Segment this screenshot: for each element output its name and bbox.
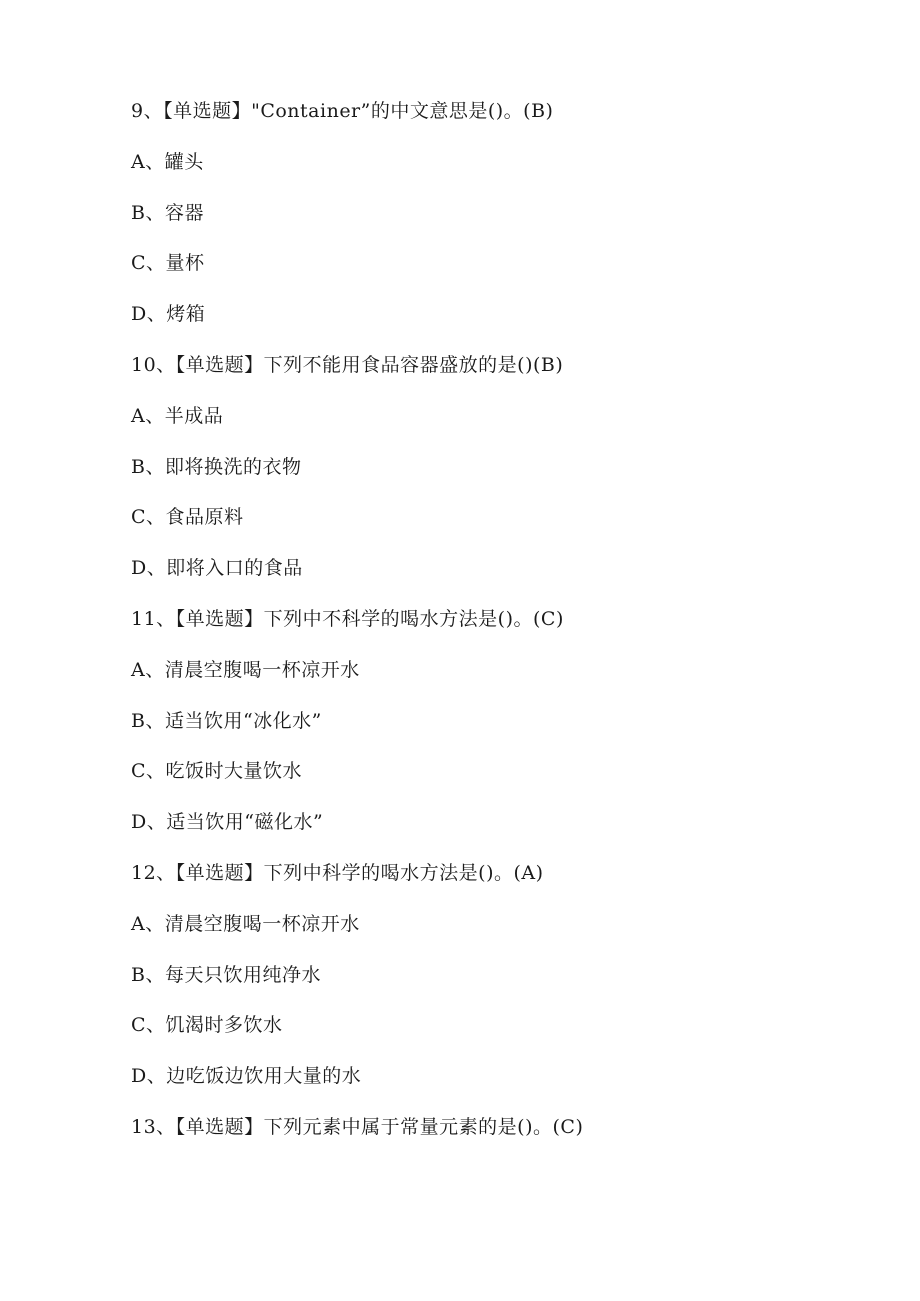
question-10-option-a: A、半成品 [131,404,224,427]
question-9: 9、【单选题】"Container”的中文意思是()。(B) [131,100,554,122]
question-12-option-a: A、清晨空腹喝一杯凉开水 [131,912,360,935]
question-12-option-b: B、每天只饮用纯净水 [131,963,321,986]
question-12: 12、【单选题】下列中科学的喝水方法是()。(A) [131,861,544,884]
question-10-option-b: B、即将换洗的衣物 [131,455,302,478]
question-9-option-b: B、容器 [131,201,204,224]
question-12-option-d: D、边吃饭边饮用大量的水 [131,1065,362,1088]
question-10: 10、【单选题】下列不能用食品容器盛放的是()(B) [131,353,564,376]
question-9-option-a: A、罐头 [131,150,204,173]
question-11-option-b: B、适当饮用“冰化水” [131,709,322,732]
question-10-option-d: D、即将入口的食品 [131,557,303,580]
question-9-option-c: C、量杯 [131,252,205,275]
question-list [131,93,831,1160]
question-11-option-c: C、吃饭时大量饮水 [131,760,303,783]
question-13: 13、【单选题】下列元素中属于常量元素的是()。(C) [131,1115,584,1138]
question-9-option-d: D、烤箱 [131,303,206,326]
question-10-option-c: C、食品原料 [131,506,244,529]
question-11-option-a: A、清晨空腹喝一杯凉开水 [131,658,360,681]
question-12-option-c: C、饥渴时多饮水 [131,1014,283,1037]
question-11: 11、【单选题】下列中不科学的喝水方法是()。(C) [131,607,564,630]
question-11-option-d: D、适当饮用“磁化水” [131,811,324,834]
